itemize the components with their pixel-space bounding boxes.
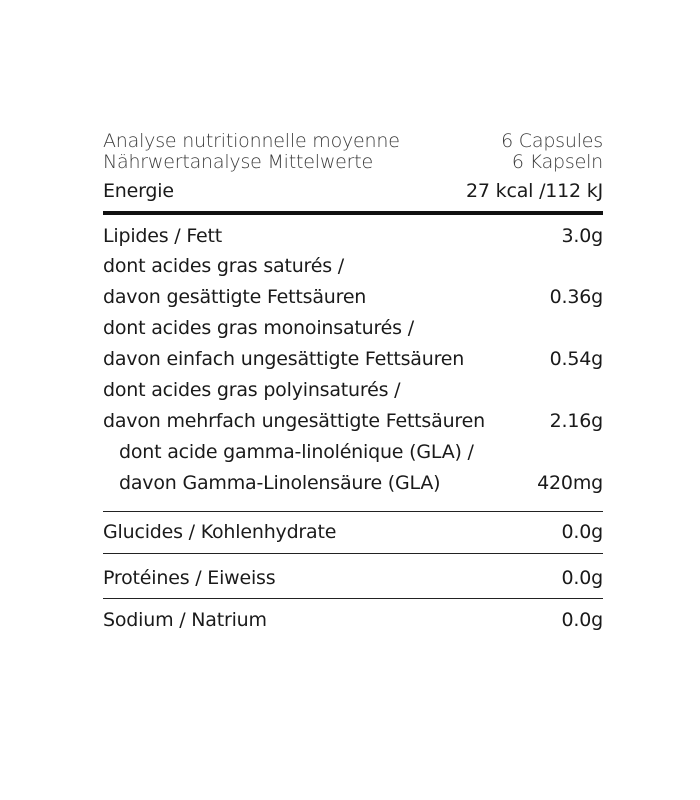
saturated-value: 0.36g [549,286,603,308]
gla-row-fr [103,441,603,472]
mono-row-fr [103,317,603,348]
header-label-de: Nährwertanalyse Mittelwerte [103,151,373,173]
gla-value: 420mg [537,472,603,494]
poly-label-fr: dont acides gras polyinsaturés / [103,379,401,401]
energy-label: Energie [103,180,174,202]
saturated-row-fr [103,255,603,286]
fat-row [103,225,603,247]
gla-row-de [103,472,603,503]
header-label-fr: Analyse nutritionnelle moyenne [103,130,400,152]
header-row-de [103,151,603,172]
poly-value: 2.16g [549,410,603,432]
carbohydrates-label: Glucides / Kohlenhydrate [103,521,337,543]
carbohydrates-row [103,521,603,543]
energy-value: 27 kcal /112 kJ [466,180,603,202]
mono-label-fr: dont acides gras monoinsaturés / [103,317,414,339]
thin-divider [103,553,603,554]
fat-label: Lipides / Fett [103,225,223,247]
mono-value: 0.54g [549,348,603,370]
saturated-label-de: davon gesättigte Fettsäuren [103,286,367,308]
poly-row-de [103,410,603,441]
mono-row-de [103,348,603,379]
energy-row [103,180,603,204]
nutrition-table [103,130,603,631]
gla-label-de: davon Gamma-Linolensäure (GLA) [119,472,441,494]
protein-row [103,567,603,589]
poly-label-de: davon mehrfach ungesättigte Fettsäuren [103,410,485,432]
carbohydrates-value: 0.0g [561,521,603,543]
sodium-row [103,609,603,631]
mono-label-de: davon einfach ungesättigte Fettsäuren [103,348,465,370]
thick-divider [103,211,603,215]
thin-divider [103,511,603,512]
header-row-fr [103,130,603,151]
sodium-label: Sodium / Natrium [103,609,267,631]
sodium-value: 0.0g [561,609,603,631]
gla-label-fr: dont acide gamma-linolénique (GLA) / [119,441,474,463]
saturated-label-fr: dont acides gras saturés / [103,255,344,277]
header-serving-de: 6 Kapseln [511,151,603,173]
fat-value: 3.0g [561,225,603,247]
thin-divider [103,598,603,599]
protein-label: Protéines / Eiweiss [103,567,276,589]
saturated-row-de [103,286,603,317]
header-serving-fr: 6 Capsules [501,130,603,152]
protein-value: 0.0g [561,567,603,589]
poly-row-fr [103,379,603,410]
